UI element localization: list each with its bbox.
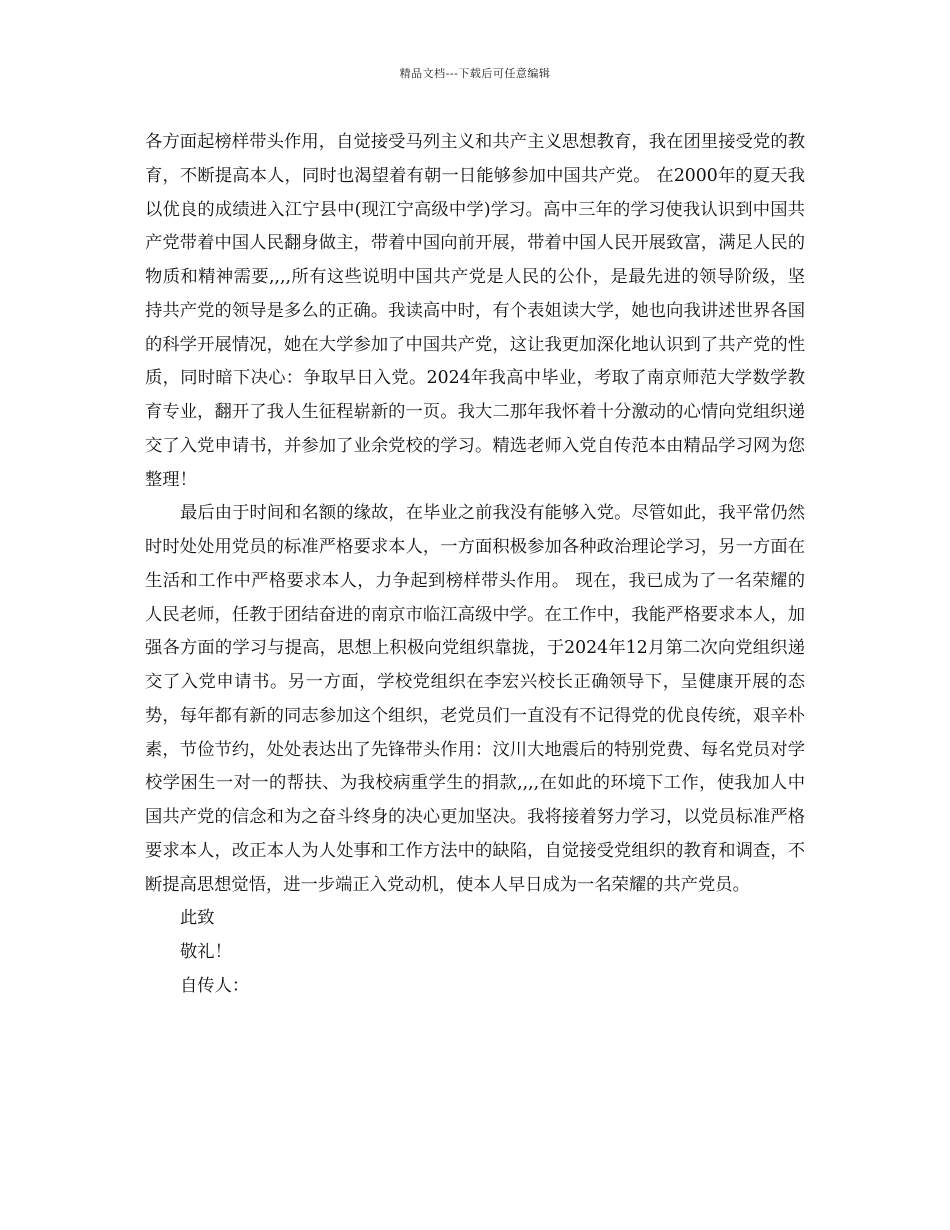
page-header: 精品文档---下载后可任意编辑 xyxy=(399,67,551,80)
paragraph-second: 最后由于时间和名额的缘故，在毕业之前我没有能够入党。尽管如此，我平常仍然时时处处用党员的标准严格要求本人，一方面积极参加各种政治理论学习，另一方面在生活和工作中严格要求本人，力争起到榜样带头作用。 现在，我已成为了一名荣耀的人民老师，任教于团结奋进的南京市临江高级中学。在工作中，我能严格要求本人，加强各方面的学习与提高，思想上积极向党组织靠拢，于2024年12月第二次向党组织递交了入党申请书。另一方面，学校党组织在李宏兴校长正确领导下，呈健康开展的态势，每年都有新的同志参加这个组织，老党员们一直没有不记得党的优良传统，艰辛朴素，节俭节约，处处表达出了先锋带头作用：汶川大地震后的特别党费、每名党员对学校学困生一对一的帮扶、为我校病重学生的捐款,,,,在如此的环境下工作，使我加人中国共产党的信念和为之奋斗终身的决心更加坚决。我将接着努力学习，以党员标准严格要求本人，改正本人为人处事和工作方法中的缺陷，自觉接受党组织的教育和调查，不断提高思想觉悟，进一步端正入党动机，使本人早日成为一名荣耀的共产党员。 xyxy=(145,503,805,895)
paragraph-continuation: 各方面起榜样带头作用，自觉接受马列主义和共产主义思想教育，我在团里接受党的教育，不断提高本人，同时也渴望着有朝一日能够参加中国共产党。 在2000年的夏天我以优良的成绩进入江宁县中(现江宁高级中学)学习。高中三年的学习使我认识到中国共产党带着中国人民翻身做主，带着中国向前开展，带着中国人民开展致富，满足人民的物质和精神需要,,,,所有这些说明中国共产党是人民的公仆，是最先进的领导阶级，坚持共产党的领导是多么的正确。我读高中时，有个表姐读大学，她也向我讲述世界各国的科学开展情况，她在大学参加了中国共产党，这让我更加深化地认识到了共产党的性质，同时暗下决心：争取早日入党。2024年我高中毕业，考取了南京师范大学数学教育专业，翻开了我人生征程崭新的一页。我大二那年我怀着十分激动的心情向党组织递交了入党申请书，并参加了业余党校的学习。精选老师入党自传范本由精品学习网为您整理！ xyxy=(145,132,805,490)
closing-regards: 敬礼！ xyxy=(180,942,232,962)
document-body xyxy=(145,126,805,1004)
closing-salutation: 此致 xyxy=(180,908,215,929)
closing-signature-label: 自传人： xyxy=(180,975,250,996)
